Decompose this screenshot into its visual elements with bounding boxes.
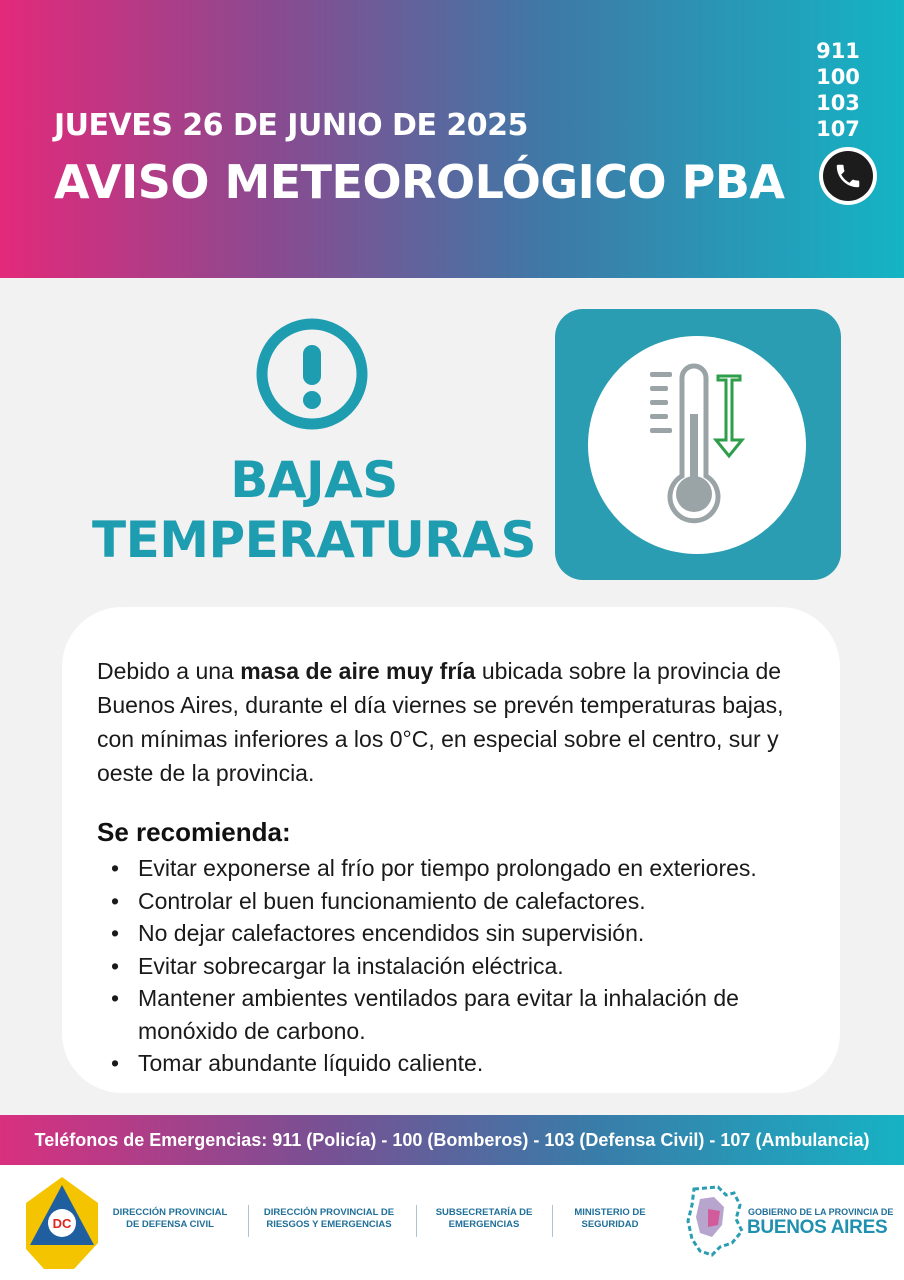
emergency-phones-text: Teléfonos de Emergencias: 911 (Policía) - 100 (Bomberos) - 103 (Defensa Civil) - 107 (Ambulancia): [34, 1129, 870, 1150]
org-defensa-civil: [104, 1207, 236, 1231]
recommendations-list: [97, 852, 809, 1080]
date-label: JUEVES 26 DE JUNIO DE 2025: [54, 108, 528, 143]
org-line: DIRECCIÓN PROVINCIAL DE: [263, 1207, 395, 1218]
list-item: • Tomar abundante líquido caliente.: [97, 1047, 809, 1080]
phone-number-107: 107: [816, 117, 860, 141]
list-item: • Evitar exponerse al frío por tiempo prolongado en exteriores.: [97, 852, 809, 885]
list-item: • Mantener ambientes ventilados para evitar la inhalación de monóxido de carbono.: [97, 982, 809, 1047]
list-item: • Evitar sobrecargar la instalación eléctrica.: [97, 950, 809, 983]
page-title: AVISO METEOROLÓGICO PBA: [54, 155, 785, 209]
phone-number-103: 103: [816, 91, 860, 115]
description-text-start: Debido a una: [97, 658, 241, 684]
hazard-line-2: TEMPERATURAS: [91, 511, 537, 569]
recommendations-title: Se recomienda:: [97, 817, 291, 847]
description-highlight: masa de aire muy fría: [240, 658, 476, 684]
description-paragraph: [97, 654, 809, 790]
emergency-phones-bar: [0, 1115, 904, 1165]
gov-label-big: BUENOS AIRES: [747, 1217, 888, 1238]
hazard-title: [60, 450, 568, 570]
hazard-line-1: BAJAS: [230, 451, 398, 509]
divider: [552, 1205, 553, 1237]
org-line: SEGURIDAD: [581, 1219, 639, 1230]
org-line: EMERGENCIAS: [448, 1219, 520, 1230]
org-line: MINISTERIO DE: [574, 1207, 646, 1218]
org-line: SUBSECRETARÍA DE: [435, 1207, 533, 1218]
dc-logo-text: DC: [52, 1216, 72, 1231]
exclamation-icon: [255, 317, 369, 431]
org-ministerio: [560, 1207, 660, 1231]
org-riesgos-emergencias: [254, 1207, 404, 1231]
divider: [248, 1205, 249, 1237]
gov-label-small: GOBIERNO DE LA PROVINCIA DE: [748, 1207, 894, 1217]
hazard-image: [555, 309, 841, 580]
buenos-aires-map-logo: [684, 1185, 744, 1257]
phone-numbers: [808, 38, 868, 142]
footer: [0, 1165, 904, 1280]
org-line: DE DEFENSA CIVIL: [126, 1219, 214, 1230]
header-banner: [0, 0, 904, 278]
org-line: DIRECCIÓN PROVINCIAL: [112, 1207, 228, 1218]
description-text-end: ubicada sobre la provincia de Buenos Aires, durante el día viernes se prevén temperaturas bajas, con mínimas inferiores a los 0°C, en especial sobre el centro, sur y oeste de la provincia.: [97, 658, 784, 786]
org-line: RIESGOS Y EMERGENCIAS: [266, 1219, 392, 1230]
org-subsecretaria: [424, 1207, 544, 1231]
phone-number-911: 911: [816, 39, 860, 63]
thermometer-circle: [588, 336, 806, 554]
list-item: • Controlar el buen funcionamiento de calefactores.: [97, 885, 809, 918]
phone-number-100: 100: [816, 65, 860, 89]
thermometer-down-icon: [588, 336, 806, 554]
divider: [416, 1205, 417, 1237]
list-item: • No dejar calefactores encendidos sin supervisión.: [97, 917, 809, 950]
phone-icon: [819, 147, 877, 205]
defensa-civil-logo: [22, 1173, 102, 1273]
